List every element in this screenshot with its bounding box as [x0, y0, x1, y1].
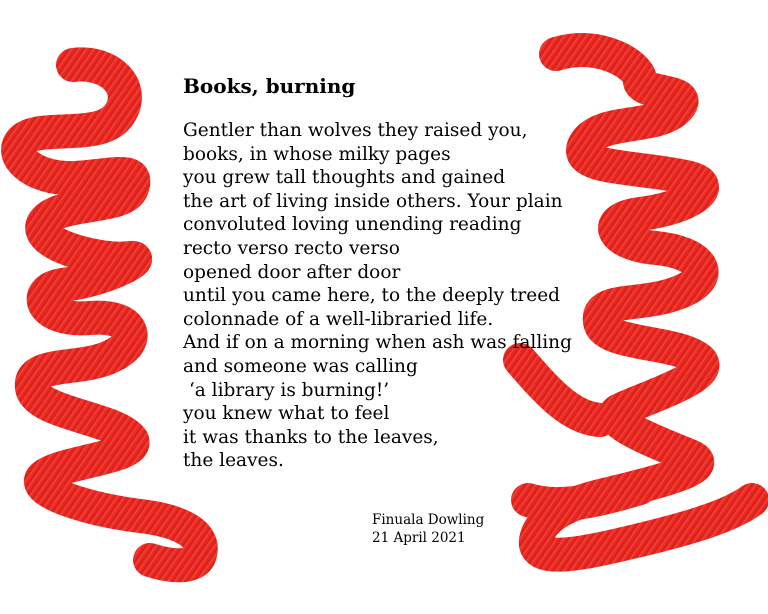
poem-line: the art of living inside others. Your plain [183, 190, 563, 212]
poem-line: Gentler than wolves they raised you, [183, 120, 528, 141]
poem-line: colonnade of a well-libraried life. [183, 308, 494, 330]
poem-body [183, 119, 572, 473]
poem-title: Books, burning [183, 74, 356, 98]
left-scribble [18, 64, 201, 565]
author-name: Finuala Dowling [372, 512, 485, 528]
poem-line: opened door after door [183, 261, 401, 283]
poem-line: recto verso recto verso [183, 237, 400, 259]
poem-line: And if on a morning when ash was falling [183, 332, 572, 354]
poem-line: convoluted loving unending reading [183, 214, 522, 236]
author-credit [372, 511, 484, 547]
poem-line: ‘a library is burning!’ [183, 379, 390, 401]
poem-line: you grew tall thoughts and gained [183, 167, 506, 189]
poem-line: you knew what to feel [183, 403, 390, 425]
poem-line: the leaves. [183, 450, 284, 472]
poem-line: it was thanks to the leaves, [183, 426, 439, 448]
poem-date: 21 April 2021 [372, 530, 466, 546]
poem-line: until you came here, to the deeply treed [183, 285, 561, 307]
poem-line: books, in whose milky pages [183, 143, 451, 165]
poem-line: and someone was calling [183, 355, 418, 377]
